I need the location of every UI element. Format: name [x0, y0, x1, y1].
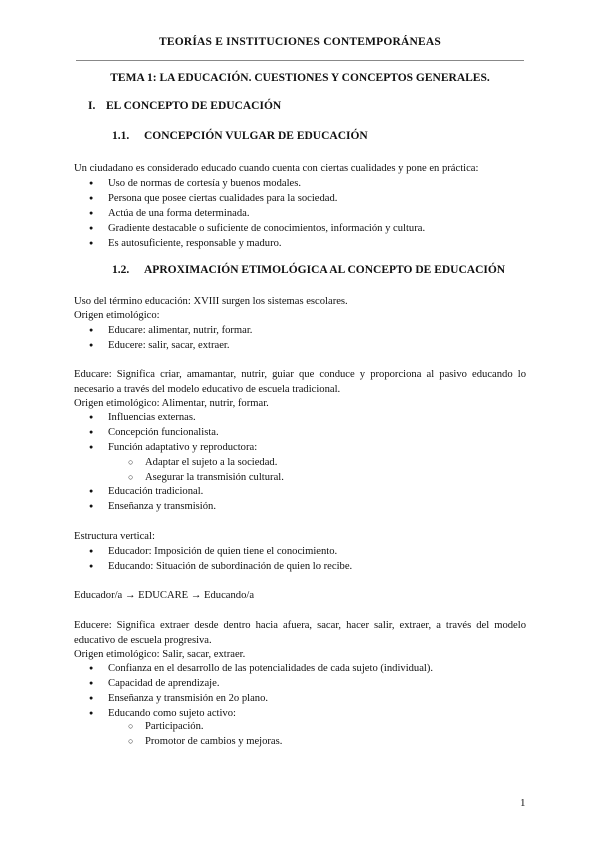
list-item: ● Educare: alimentar, nutrir, formar.	[108, 323, 252, 338]
educere-paragraph: Educere: Significa extraer desde dentro hacia afuera, sacar, hacer salir, extraer, a través del modelo educativo de escuela progresiva.	[74, 620, 526, 646]
list-item: ○ Participación.	[145, 719, 282, 734]
list-item: ● Actúa de una forma determinada.	[108, 206, 425, 221]
origin-list	[108, 323, 252, 353]
tema-title: TEMA 1: LA EDUCACIÓN. CUESTIONES Y CONCEPTOS GENERALES.	[110, 72, 490, 84]
structure-label: Estructura vertical:	[74, 531, 155, 542]
subsection-title: APROXIMACIÓN ETIMOLÓGICA AL CONCEPTO DE EDUCACIÓN	[144, 264, 506, 276]
list-item: ● Es autosuficiente, responsable y maduro.	[108, 236, 425, 251]
list-item: ● Gradiente destacable o suficiente de conocimientos, información y cultura.	[108, 221, 425, 236]
running-header: TEORÍAS E INSTITUCIONES CONTEMPORÁNEAS	[158, 36, 442, 48]
educere-sublist	[145, 719, 282, 749]
list-item: ● Concepción funcionalista.	[108, 425, 257, 440]
educere-list	[108, 661, 433, 721]
list-item: ● Influencias externas.	[108, 410, 257, 425]
page-number: 1	[520, 797, 526, 809]
list-item: ○ Asegurar la transmisión cultural.	[145, 470, 284, 485]
origin-label: Origen etimológico:	[74, 310, 160, 321]
educare-paragraph: Educare: Significa criar, amamantar, nutrir, guiar que conduce y proporciona al pasivo educando lo necesario a través del modelo educativo de escuela tradicional.	[74, 369, 526, 395]
list-item: ● Educere: salir, sacar, extraer.	[108, 338, 252, 353]
list-item: ● Educación tradicional.	[108, 484, 216, 499]
list-item: ● Enseñanza y transmisión en 2o plano.	[108, 691, 433, 706]
list-item: ○ Adaptar el sujeto a la sociedad.	[145, 455, 284, 470]
list-item: ● Enseñanza y transmisión.	[108, 499, 216, 514]
educare-list-continued	[108, 484, 216, 514]
header-rule	[76, 60, 524, 61]
flow-line: Educador/a → EDUCARE → Educando/a	[74, 590, 255, 601]
list-item: ● Persona que posee ciertas cualidades para la sociedad.	[108, 191, 425, 206]
subsection-heading-1-2	[112, 264, 505, 276]
list-item: ○ Promotor de cambios y mejoras.	[145, 734, 282, 749]
list-item: ● Educador: Imposición de quien tiene el conocimiento.	[108, 544, 352, 559]
list-item: ● Confianza en el desarrollo de las potencialidades de cada sujeto (individual).	[108, 661, 433, 676]
educare-sublist	[145, 455, 284, 485]
educare-origin: Origen etimológico: Alimentar, nutrir, formar.	[74, 398, 269, 409]
section-number: I.	[88, 100, 96, 112]
structure-list	[108, 544, 352, 574]
subsection-number: 1.1.	[112, 130, 130, 142]
subsection-heading-1-1	[112, 130, 368, 142]
intro-line: Un ciudadano es considerado educado cuando cuenta con ciertas cualidades y pone en práctica:	[74, 163, 479, 174]
list-item: ● Educando: Situación de subordinación de quien lo recibe.	[108, 559, 352, 574]
subsection-number: 1.2.	[112, 264, 130, 276]
section-title: EL CONCEPTO DE EDUCACIÓN	[106, 100, 282, 112]
list-item: ● Uso de normas de cortesía y buenos modales.	[108, 176, 425, 191]
educare-list	[108, 410, 257, 455]
section-heading	[88, 100, 281, 112]
qualities-list	[108, 176, 425, 251]
list-item: ● Función adaptativo y reproductora:	[108, 440, 257, 455]
use-line: Uso del término educación: XVIII surgen los sistemas escolares.	[74, 296, 348, 307]
educere-origin: Origen etimológico: Salir, sacar, extraer.	[74, 649, 246, 660]
list-item: ● Capacidad de aprendizaje.	[108, 676, 433, 691]
list-item: ● Educando como sujeto activo:	[108, 706, 433, 721]
subsection-title: CONCEPCIÓN VULGAR DE EDUCACIÓN	[144, 130, 368, 142]
